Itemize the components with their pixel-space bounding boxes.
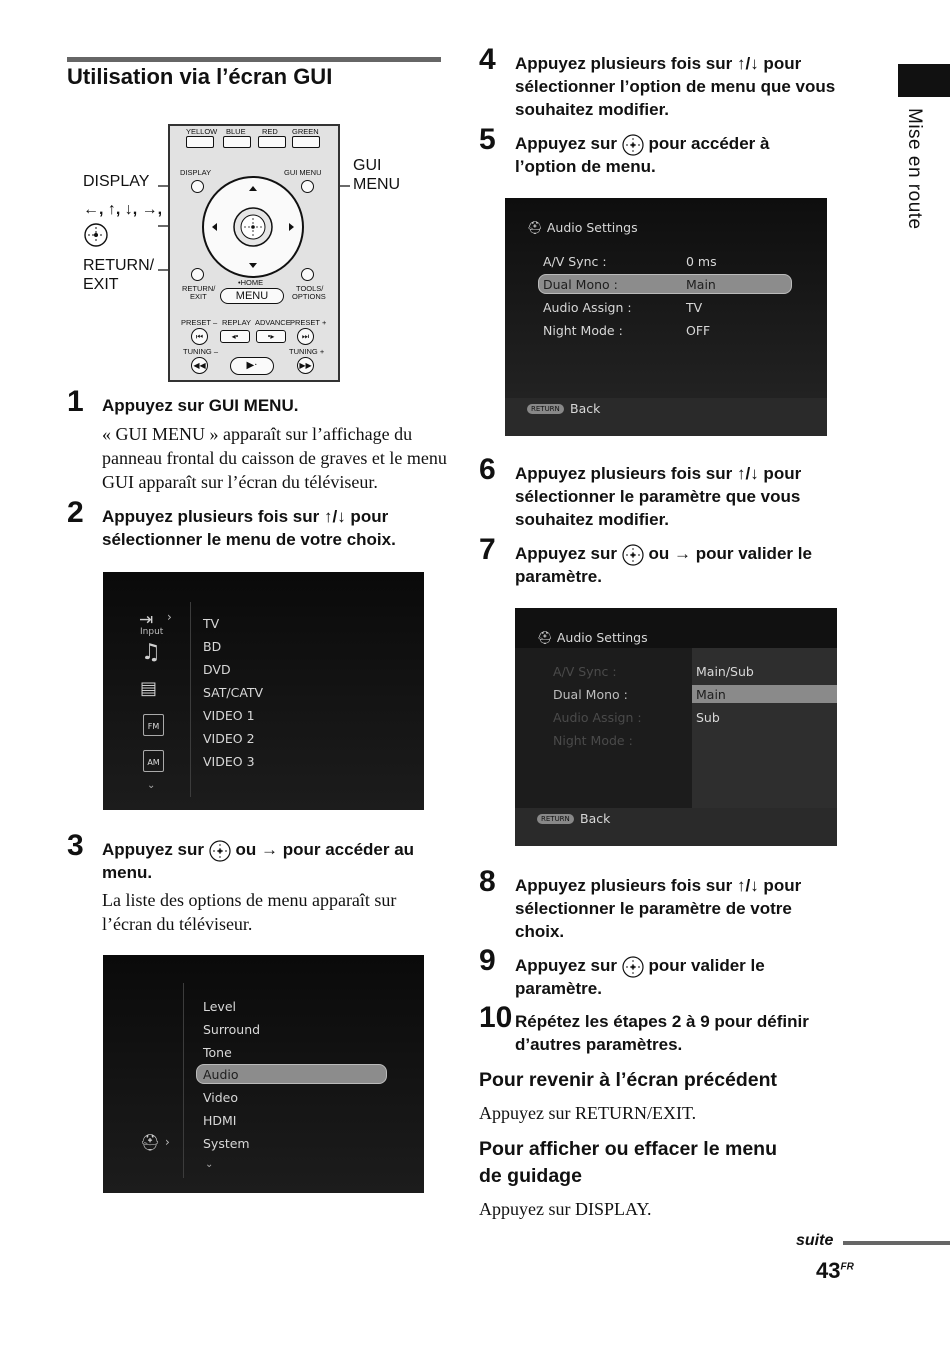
side-tab-label: Mise en route [904,108,925,230]
fm-radio-icon: FM [143,714,164,736]
label-tools: TOOLS/ [296,284,324,293]
am-radio-icon: AM [143,750,164,772]
audio-row-value: 0 ms [686,254,717,269]
input-item-sat-catv[interactable]: SAT/CATV [203,685,264,700]
label-home: •HOME [238,278,264,287]
callout-gui-line1: GUI [353,157,382,174]
audio-row-label[interactable]: Dual Mono : [543,277,618,292]
screen-settings-menu [103,955,424,1193]
back-label[interactable]: Back [580,811,611,826]
step-4-line1: Appuyez plusieurs fois sur ↑/↓ pour [515,54,802,73]
toolbox-icon: ⛑ [140,1133,161,1152]
step-9-line1-b: pour valider le [648,956,765,975]
subsection-2-title-line1: Pour afficher ou effacer le menu [479,1138,777,1160]
settings-item-system[interactable]: System [203,1136,250,1151]
scroll-down-icon: ⌄ [205,1159,214,1170]
step-10-number: 10 [479,1001,513,1034]
chevron-right-icon: › [165,1135,170,1149]
label-return: RETURN/ [182,284,216,293]
red-button[interactable] [258,136,286,148]
dual-mono-row-label-active: Dual Mono : [553,687,628,702]
step-3-line2: menu. [102,863,153,882]
input-item-video1[interactable]: VIDEO 1 [203,708,255,723]
input-item-video2[interactable]: VIDEO 2 [203,731,255,746]
tuning-plus-button[interactable]: ▶▶ [297,357,314,374]
subsection-2-body: Appuyez sur DISPLAY. [479,1199,652,1219]
input-icon: ⇥ [139,610,154,630]
label-preset-plus: PRESET + [290,318,327,327]
screen-input-divider [190,602,191,797]
audio-settings-title: Audio Settings [546,220,638,235]
label-preset-minus: PRESET – [181,318,218,327]
screen-input-menu [103,572,424,810]
back-label[interactable]: Back [570,401,601,416]
settings-item-hdmi[interactable]: HDMI [203,1113,237,1128]
directional-pad[interactable] [200,174,306,280]
green-button[interactable] [292,136,320,148]
label-display: DISPLAY [180,168,212,177]
step-7-line2: paramètre. [515,567,602,586]
step-2-number: 2 [67,496,84,529]
replay-button[interactable]: ◂• [220,330,250,343]
dual-mono-row-label: Night Mode : [553,733,633,748]
callout-return-line2: EXIT [83,276,119,293]
scroll-down-icon: ⌄ [147,780,156,791]
enter-icon [622,134,644,156]
return-badge[interactable]: RETURN [527,404,564,414]
audio-row-value: OFF [686,323,711,338]
step-7-line1-b: ou → pour valider le [648,544,812,563]
step-4-line3: souhaitez modifier. [515,100,669,119]
step-6-number: 6 [479,453,496,486]
settings-item-video[interactable]: Video [203,1090,239,1105]
return-exit-button[interactable] [191,268,204,281]
step-6-line2: sélectionner le paramètre que vous [515,487,801,506]
label-yellow: YELLOW [186,127,218,136]
label-gui-menu: GUI MENU [284,168,322,177]
play-button[interactable]: ▶· [230,357,274,375]
label-tuning-minus: TUNING – [183,347,219,356]
step-3-line1-b: ou → pour accéder au [235,840,415,859]
step-10-line2: d’autres paramètres. [515,1035,683,1054]
label-blue: BLUE [226,127,246,136]
page-suffix: FR [840,1261,854,1273]
settings-item-audio[interactable]: Audio [203,1067,239,1082]
side-tab-marker [898,64,950,97]
tuning-minus-button[interactable]: ◀◀ [191,357,208,374]
continued-label: suite [796,1232,834,1249]
subsection-1-title: Pour revenir à l’écran précédent [479,1069,778,1091]
step-4-line2: sélectionner l’option de menu que vous [515,77,836,96]
step-9-line1 [515,955,765,978]
step-8-line3: choix. [515,922,565,941]
film-icon: ▤ [140,678,158,699]
dual-mono-row-label: Audio Assign : [553,710,642,725]
section-title: Utilisation via l’écran GUI [67,64,333,89]
step-4-number: 4 [479,43,496,76]
advance-button[interactable]: •▸ [256,330,286,343]
step-3-line1-a: Appuyez sur [102,840,205,859]
audio-row-label[interactable]: Audio Assign : [543,300,632,315]
callout-gui-line2: MENU [353,176,401,193]
input-icon-label: Input [140,627,164,637]
step-9-line2: paramètre. [515,979,602,998]
label-options: OPTIONS [292,292,326,301]
option-sub[interactable]: Sub [696,710,720,725]
label-tuning-plus: TUNING + [289,347,325,356]
audio-row-value: TV [686,300,703,315]
option-main-sub[interactable]: Main/Sub [696,664,754,679]
subsection-1-body: Appuyez sur RETURN/EXIT. [479,1103,697,1123]
label-replay: REPLAY [222,318,252,327]
screen-dual-mono [515,608,837,846]
input-item-video3[interactable]: VIDEO 3 [203,754,255,769]
step-7-line1-a: Appuyez sur [515,544,618,563]
toolbox-icon: ⛑ [537,630,553,645]
section-rule [67,57,441,62]
step-5-line1-a: Appuyez sur [515,134,618,153]
step-6-line1: Appuyez plusieurs fois sur ↑/↓ pour [515,464,802,483]
tools-options-button[interactable] [301,268,314,281]
menu-button[interactable]: MENU [220,288,284,304]
step-6-line3: souhaitez modifier. [515,510,669,529]
audio-row-label[interactable]: A/V Sync : [543,254,607,269]
step-3-line1 [102,839,414,862]
screen-settings-divider [183,983,184,1178]
callout-arrows: ←, ↑, ↓, →, [83,201,163,218]
step-5-line2: l’option de menu. [515,157,656,176]
chevron-right-icon: › [167,610,172,624]
preset-plus-button[interactable]: ⏭ [297,328,314,345]
step-8-line2: sélectionner le paramètre de votre [515,899,792,918]
step-7-line1 [515,543,812,566]
subsection-2-title-line2: de guidage [479,1165,582,1187]
step-1-body: « GUI MENU » apparaît sur l’affichage du panneau frontal du caisson de graves et le menu GUI apparaît sur l’écran du téléviseur. [102,424,447,492]
step-5-line1-b: pour accéder à [648,134,770,153]
audio-settings-title-row [527,220,638,236]
return-badge[interactable]: RETURN [537,814,574,824]
input-item-bd[interactable]: BD [203,639,222,654]
enter-icon [209,840,231,862]
continued-rule [843,1241,950,1245]
callout-display: DISPLAY [83,173,150,190]
option-main[interactable]: Main [696,687,726,702]
blue-button[interactable] [223,136,251,148]
settings-item-level[interactable]: Level [203,999,236,1014]
step-9-number: 9 [479,944,496,977]
enter-icon [622,956,644,978]
step-3-number: 3 [67,829,84,862]
label-exit: EXIT [190,292,207,301]
toolbox-icon: ⛑ [527,220,543,235]
page-number: 43 [816,1258,841,1283]
screen-audio-settings [505,198,827,436]
settings-item-surround[interactable]: Surround [203,1022,261,1037]
step-8-number: 8 [479,865,496,898]
music-icon: ♫ [141,640,161,665]
label-green: GREEN [292,127,319,136]
preset-minus-button[interactable]: ⏮ [191,328,208,345]
callout-return-line1: RETURN/ [83,257,155,274]
enter-icon [83,222,109,248]
step-9-line1-a: Appuyez sur [515,956,618,975]
step-2-line1: Appuyez plusieurs fois sur ↑/↓ pour [102,507,389,526]
audio-row-label[interactable]: Night Mode : [543,323,623,338]
step-5-number: 5 [479,123,496,156]
step-10-line1: Répétez les étapes 2 à 9 pour définir [515,1012,809,1031]
dual-mono-row-label: A/V Sync : [553,664,617,679]
input-item-dvd[interactable]: DVD [203,662,231,677]
enter-icon [622,544,644,566]
yellow-button[interactable] [186,136,214,148]
dual-mono-title: Audio Settings [556,630,648,645]
step-5-line1 [515,133,769,156]
step-3-body: La liste des options de menu apparaît sur l’écran du téléviseur. [102,890,397,934]
step-7-number: 7 [479,533,496,566]
step-1-number: 1 [67,385,84,418]
step-1-title: Appuyez sur GUI MENU. [102,396,299,415]
step-2-line2: sélectionner le menu de votre choix. [102,530,396,549]
step-8-line1: Appuyez plusieurs fois sur ↑/↓ pour [515,876,802,895]
input-item-tv[interactable]: TV [203,616,220,631]
page-number-row [816,1258,854,1284]
label-red: RED [262,127,278,136]
settings-item-tone[interactable]: Tone [203,1045,232,1060]
audio-row-value: Main [686,277,716,292]
remote-control [168,124,340,382]
label-advance: ADVANCE [255,318,291,327]
dual-mono-title-row [537,630,648,646]
